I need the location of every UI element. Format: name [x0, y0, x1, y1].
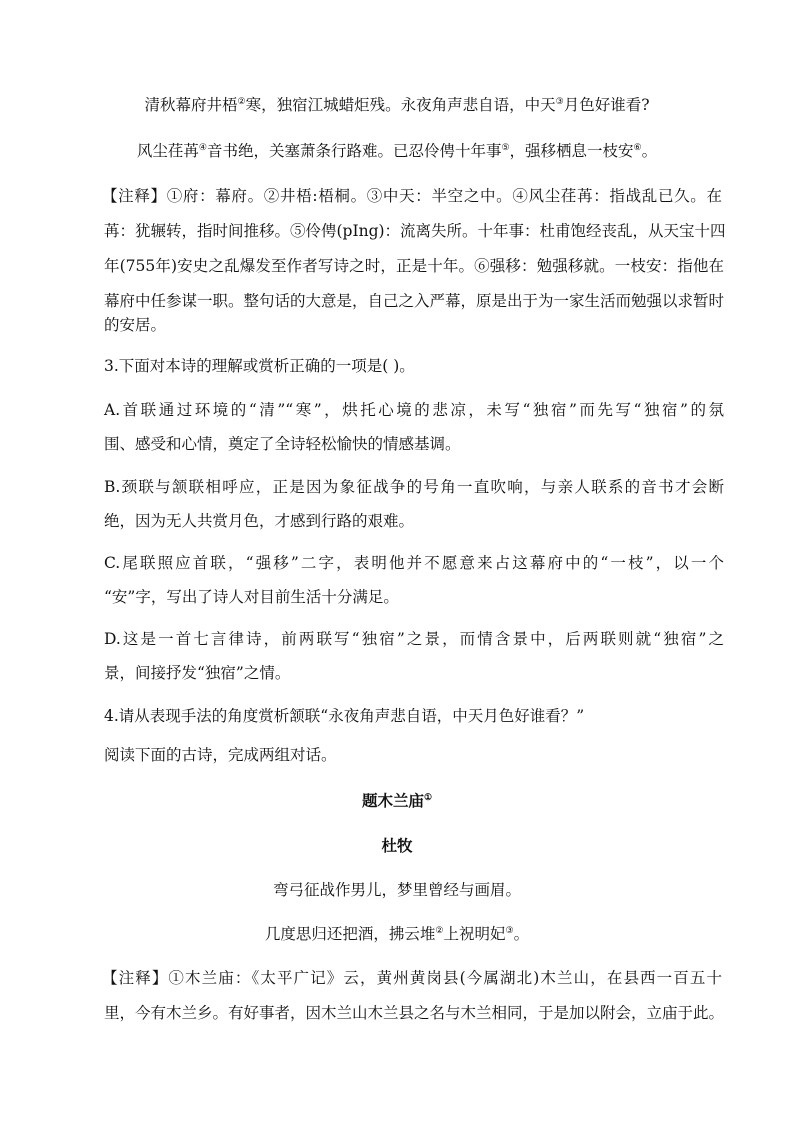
poem-text: 上祝明妃	[443, 925, 506, 943]
note-marker: ③	[555, 96, 564, 107]
poem-text: 月色好谁看?	[563, 96, 650, 114]
notes1-line-5: 的安居。	[104, 316, 167, 334]
poem2-author: 杜牧	[381, 836, 413, 855]
note-marker: ②	[435, 925, 444, 936]
notes1-line-4: 幕府中任参谋一职。整句话的大意是，自己之入严幕，原是出于为一家生活而勉强以求暂时	[104, 292, 725, 310]
notes1-line-3: 年(755年)安史之乱爆发至作者写诗之时，正是十年。⑥强移：勉强移就。一枝安：指他在	[104, 257, 724, 275]
option-c-line-2: “安”字，写出了诗人对目前生活十分满足。	[104, 588, 399, 606]
note-marker: ③	[505, 925, 514, 936]
notes2-line-2: 里，今有木兰乡。有好事者，因木兰山木兰县之名与木兰相同，于是加以附会，立庙于此。	[104, 1004, 725, 1022]
note-marker: ⑥	[633, 142, 642, 153]
reading-instruction: 阅读下面的古诗，完成两组对话。	[104, 746, 337, 764]
note-marker: ④	[198, 142, 207, 153]
poem-text: 几度思归还把酒，拂云堆	[264, 925, 436, 943]
option-d-line-1: D.这是一首七言律诗，前两联写“独宿”之景，而情含景中，后两联则就“独宿”之	[104, 630, 724, 648]
poem-text: 清秋幕府井梧	[144, 96, 238, 114]
poem-title-text: 题木兰庙	[361, 791, 424, 810]
question-3-stem: 3.下面对本诗的理解或赏析正确的一项是( )。	[104, 357, 415, 375]
poem-text: 寒，独宿江城蜡炬残。永夜角声悲自语，中天	[245, 96, 556, 114]
option-c-line-1: C.尾联照应首联，“强移”二字，表明他并不愿意来占这幕府中的“一枝”，以一个	[104, 554, 724, 572]
notes1-line-2: 苒：犹辗转，指时间推移。⑤伶俜(pIng)：流离失所。十年事：杜甫饱经丧乱，从天宝十四	[104, 222, 726, 240]
poem2-line-2	[0, 924, 794, 944]
notes2-line-1: 【注释】①木兰庙：《太平广记》云，黄州黄岗县(今属湖北)木兰山，在县西一百五十	[102, 969, 722, 987]
note-marker: ⑤	[501, 142, 510, 153]
poem-text: 。	[641, 142, 658, 160]
option-b-line-1: B.颈联与颔联相呼应，正是因为象征战争的号角一直吹响，与亲人联系的音书才会断	[104, 478, 724, 496]
poem1-line-1	[0, 95, 794, 115]
poem-text: 音书绝，关塞萧条行路难。已忍伶俜十年事	[206, 142, 502, 160]
poem-text: 。	[513, 925, 530, 943]
notes1-line-1: 【注释】①府：幕府。②井梧:梧桐。③中天：半空之中。④风尘荏苒：指战乱已久。在	[102, 187, 722, 205]
option-a-line-1: A.首联通过环境的“清”“寒”，烘托心境的悲凉，未写“独宿”而先写“独宿”的氛	[104, 401, 724, 419]
note-marker: ①	[423, 792, 433, 803]
poem2-line-1: 弯弓征战作男儿，梦里曾经与画眉。	[272, 881, 521, 899]
option-d-line-2: 景，间接抒发“独宿”之情。	[104, 664, 291, 682]
poem-text: ，强移栖息一枝安	[509, 142, 634, 160]
option-b-line-2: 绝，因为无人共赏月色，才感到行路的艰难。	[104, 512, 415, 530]
poem2-title	[0, 791, 794, 811]
option-a-line-2: 围、感受和心情，奠定了全诗轻松愉快的情感基调。	[104, 435, 461, 453]
poem-text: 风尘荏苒	[136, 142, 199, 160]
note-marker: ②	[237, 96, 246, 107]
question-4: 4.请从表现手法的角度赏析颔联“永夜角声悲自语，中天月色好谁看？”	[104, 707, 585, 725]
poem1-line-2	[0, 141, 794, 161]
